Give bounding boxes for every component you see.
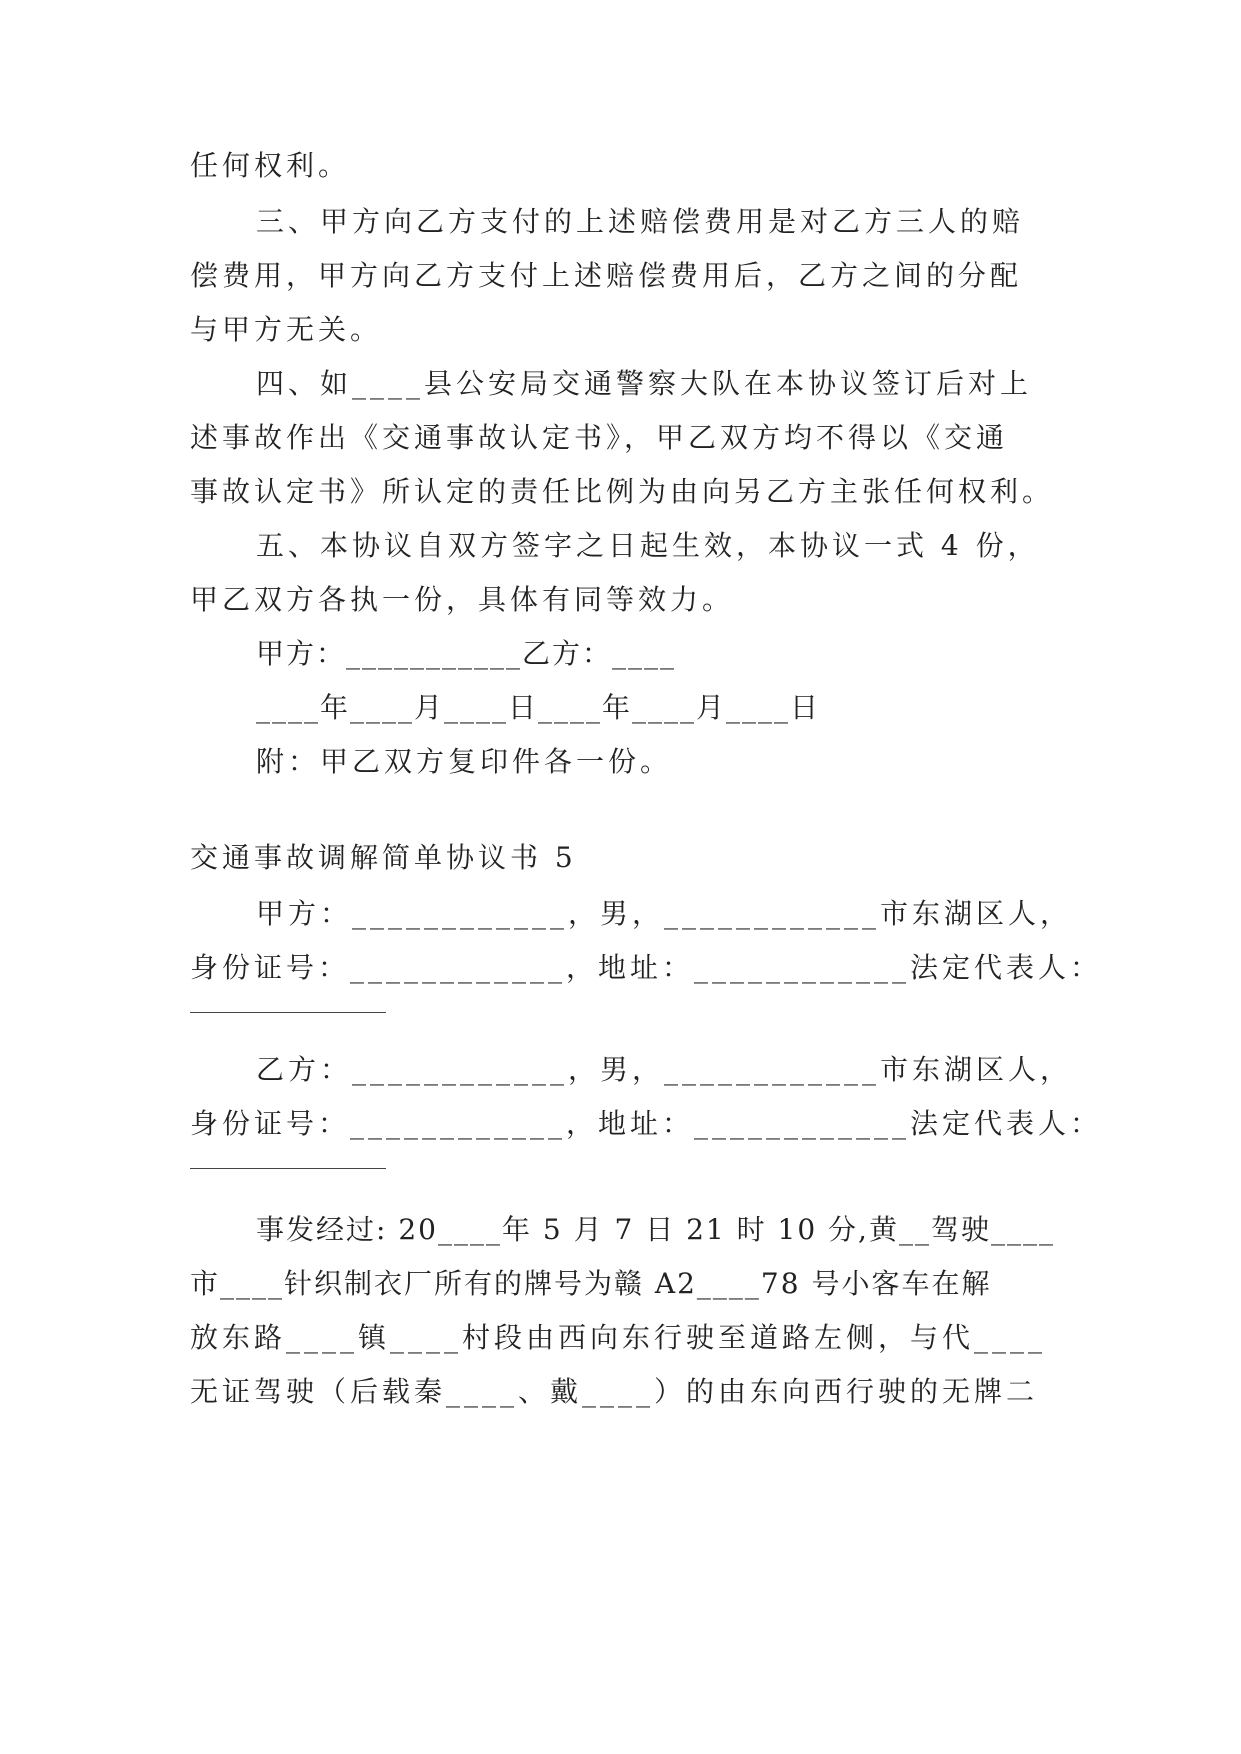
text-line: 任何权利。 [190,149,351,182]
signature-line: 甲方：___________乙方：____ [256,637,677,670]
date-line: ____年____月____日____年____月____日 [256,691,821,724]
text-line: 市____针织制衣厂所有的牌号为赣 A2____78 号小客车在解 [190,1267,992,1300]
section-title: 交通事故调解简单协议书 5 [190,841,577,874]
attachment-note: 附：甲乙双方复印件各一份。 [256,745,673,778]
clause-three-line: 三、甲方向乙方支付的上述赔偿费用是对乙方三人的赔 [256,205,1025,238]
blank-rule [190,1168,386,1169]
text-line: 事故认定书》所认定的责任比例为由向另乙方主张任何权利。 [190,475,1055,508]
party-b-id-line: 身份证号：____________，地址：____________法定代表人： [190,1107,1103,1140]
text-line: 放东路____镇____村段由西向东行驶至道路左侧，与代____ [190,1321,1047,1354]
blank-rule [190,1012,386,1013]
text-line: 与甲方无关。 [190,313,383,346]
party-a-line: 甲方：____________，男，____________市东湖区人， [256,897,1073,930]
incident-line: 事发经过: 20____年 5 月 7 日 21 时 10 分,黄__驾驶____ [256,1213,1055,1246]
text-line: 述事故作出《交通事故认定书》，甲乙双方均不得以《交通 [190,421,1009,454]
text-line: 甲乙双方各执一份，具体有同等效力。 [190,583,735,616]
party-b-line: 乙方：____________，男，____________市东湖区人， [256,1053,1073,1086]
party-a-id-line: 身份证号：____________，地址：____________法定代表人： [190,951,1103,984]
text-line: 偿费用，甲方向乙方支付上述赔偿费用后，乙方之间的分配 [190,259,1023,292]
clause-four-line: 四、如____县公安局交通警察大队在本协议签订后对上 [256,367,1033,400]
text-line: 无证驾驶（后载秦____、戴____）的由东向西行驶的无牌二 [190,1375,1039,1408]
clause-five-line: 五、本协议自双方签字之日起生效，本协议一式 4 份， [256,529,1040,562]
